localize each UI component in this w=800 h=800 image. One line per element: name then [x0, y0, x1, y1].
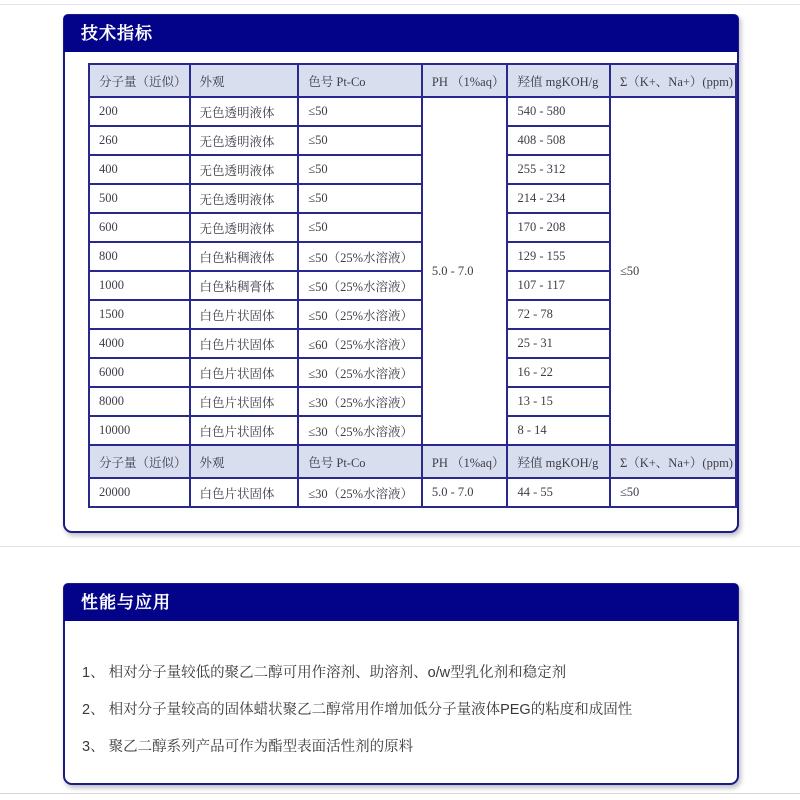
table-cell: 白色片状固体 [190, 358, 299, 387]
top-divider [0, 4, 800, 5]
table-cell: 无色透明液体 [190, 97, 299, 126]
table-cell: 5.0 - 7.0 [422, 478, 508, 507]
table-row [89, 97, 736, 126]
table-cell: ≤30（25%水溶液） [298, 416, 422, 445]
column-header: 羟值 mgKOH/g [507, 445, 609, 478]
table-cell: 6000 [89, 358, 190, 387]
column-header: 外观 [190, 64, 299, 97]
table-cell: 5.0 - 7.0 [422, 97, 508, 445]
table-cell: 500 [89, 184, 190, 213]
table-cell: 无色透明液体 [190, 126, 299, 155]
table-cell: 16 - 22 [507, 358, 609, 387]
table-cell: 25 - 31 [507, 329, 609, 358]
table-cell: 白色片状固体 [190, 416, 299, 445]
table-cell: 800 [89, 242, 190, 271]
column-header: 色号 Pt-Co [298, 445, 422, 478]
table-cell: 44 - 55 [507, 478, 609, 507]
table-cell: 8000 [89, 387, 190, 416]
column-header: 分子量（近似） [89, 64, 190, 97]
column-header: 分子量（近似） [89, 445, 190, 478]
table-cell: 白色粘稠液体 [190, 242, 299, 271]
table-cell: 无色透明液体 [190, 213, 299, 242]
table-cell: 255 - 312 [507, 155, 609, 184]
table-cell: 白色片状固体 [190, 478, 299, 507]
table-cell: 13 - 15 [507, 387, 609, 416]
table-cell: 10000 [89, 416, 190, 445]
table-cell: 白色粘稠膏体 [190, 271, 299, 300]
table-cell: ≤30（25%水溶液） [298, 358, 422, 387]
column-header: PH （1%aq） [422, 64, 508, 97]
column-header: PH （1%aq） [422, 445, 508, 478]
table-cell: ≤50 [610, 478, 736, 507]
application-item: 2、 相对分子量较高的固体蜡状聚乙二醇常用作增加低分子量液体PEG的粘度和成固性 [82, 702, 633, 718]
table-cell: 20000 [89, 478, 190, 507]
tech-specs-panel [63, 14, 739, 533]
spec-table [88, 63, 737, 508]
application-list [65, 621, 737, 757]
table-cell: ≤50 [298, 184, 422, 213]
table-cell: ≤30（25%水溶液） [298, 387, 422, 416]
column-header: 外观 [190, 445, 299, 478]
table-cell: ≤50 [298, 213, 422, 242]
bottom-divider [0, 793, 800, 794]
column-header: Σ（K+、Na+）(ppm) [610, 64, 736, 97]
table-cell: ≤50（25%水溶液） [298, 300, 422, 329]
table-cell: 72 - 78 [507, 300, 609, 329]
table-cell: 4000 [89, 329, 190, 358]
table-cell: ≤50 [298, 97, 422, 126]
table-cell: ≤50 [298, 155, 422, 184]
table-row [89, 64, 736, 97]
application-item: 3、 聚乙二醇系列产品可作为酯型表面活性剂的原料 [82, 739, 414, 755]
table-cell: 260 [89, 126, 190, 155]
table-cell: 170 - 208 [507, 213, 609, 242]
section-divider [0, 546, 800, 547]
application-item: 1、 相对分子量较低的聚乙二醇可用作溶剂、助溶剂、o/w型乳化剂和稳定剂 [82, 665, 567, 681]
column-header: Σ（K+、Na+）(ppm) [610, 445, 736, 478]
table-cell: 408 - 508 [507, 126, 609, 155]
table-cell: ≤60（25%水溶液） [298, 329, 422, 358]
table-cell: ≤50（25%水溶液） [298, 271, 422, 300]
table-row [89, 478, 736, 507]
table-cell: ≤50（25%水溶液） [298, 242, 422, 271]
tech-panel-title: 技术指标 [64, 15, 738, 52]
table-cell: 214 - 234 [507, 184, 609, 213]
performance-panel-title: 性能与应用 [64, 584, 738, 621]
table-cell: 无色透明液体 [190, 155, 299, 184]
table-cell: 107 - 117 [507, 271, 609, 300]
column-header: 羟值 mgKOH/g [507, 64, 609, 97]
table-cell: 600 [89, 213, 190, 242]
table-row [89, 445, 736, 478]
table-cell: 129 - 155 [507, 242, 609, 271]
table-cell: 白色片状固体 [190, 300, 299, 329]
table-cell: 1000 [89, 271, 190, 300]
table-cell: 白色片状固体 [190, 387, 299, 416]
table-cell: 8 - 14 [507, 416, 609, 445]
table-cell: ≤50 [610, 97, 736, 445]
table-cell: 白色片状固体 [190, 329, 299, 358]
table-cell: 1500 [89, 300, 190, 329]
table-cell: ≤50 [298, 126, 422, 155]
column-header: 色号 Pt-Co [298, 64, 422, 97]
table-cell: 400 [89, 155, 190, 184]
table-cell: ≤30（25%水溶液） [298, 478, 422, 507]
table-cell: 200 [89, 97, 190, 126]
table-cell: 540 - 580 [507, 97, 609, 126]
table-cell: 无色透明液体 [190, 184, 299, 213]
performance-panel [63, 583, 739, 785]
